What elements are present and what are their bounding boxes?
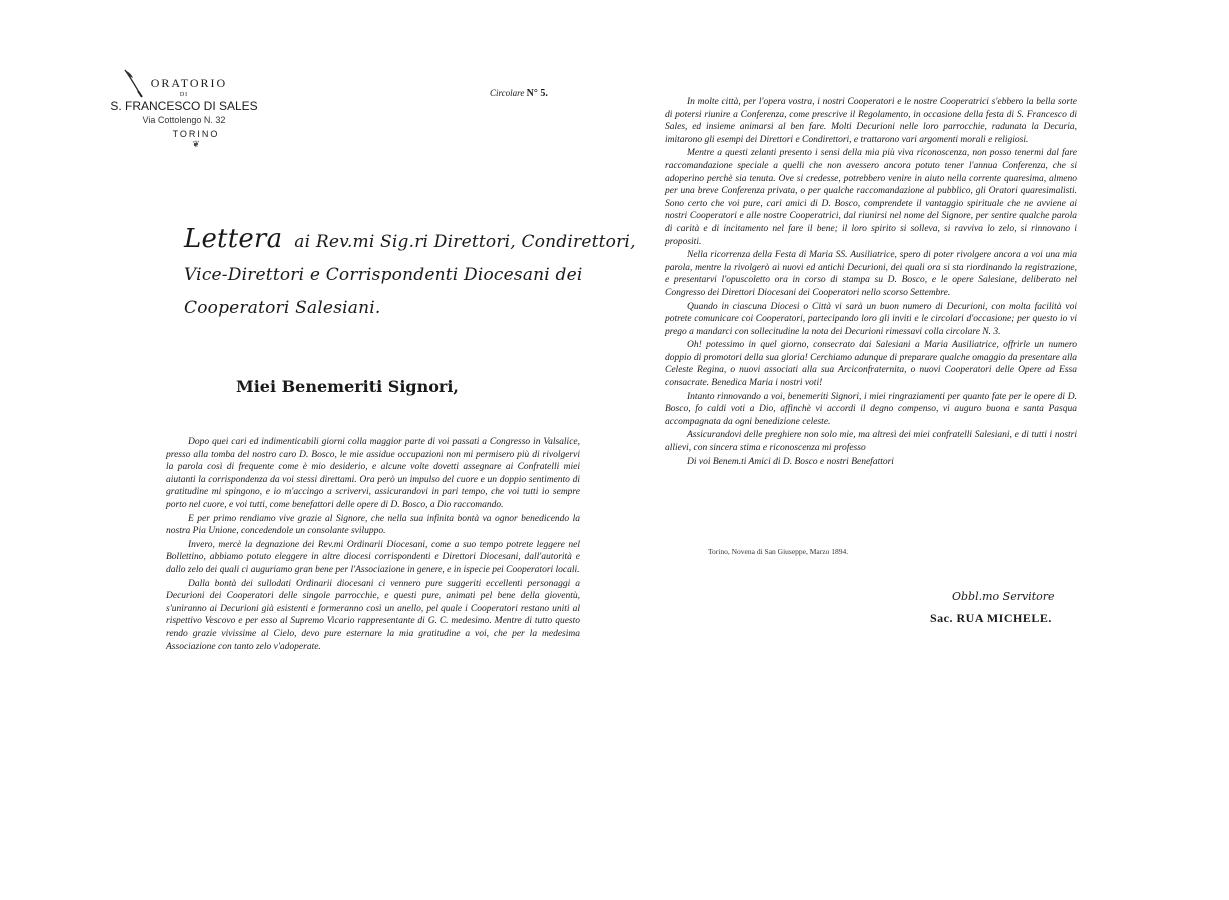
- paragraph: Nella ricorrenza della Festa di Maria SS. Ausiliatrice, spero di poter rivolgere ancora a voi una mia parola, mentre la rivolgerò ai nuovi ed antichi Decurioni, dei quali ora si sta riordinando la registrazione, e presentarvi l'opuscoletto ora in corso di stampa su D. Bosco, e le opere Salesiane, deliberato nel Congresso dei Direttori Diocesani dei Cooperatori nello scorso Settembre.: [665, 250, 1077, 298]
- letterhead-name: S. FRANCESCO DI SALES: [110, 99, 258, 113]
- dateline: Torino, Novena di San Giuseppe, Marzo 1894.: [708, 547, 849, 556]
- circolare-label: Circolare: [490, 88, 525, 98]
- paragraph: Mentre a questi zelanti presento i sensi della mia più viva riconoscenza, non posso tenermi dal fare raccomandazione speciale a quelli che non avessero ancora potuto tener l'annua Conferenza, che si adoperino perchè sia tenuta. Ove si credesse, potrebbero venire in aiuto nella corrente quaresima, almeno per una breve Conferenza privata, o per qualche raccomandazione al pubblico, gli Oratori quaresimalisti. Sono certo che voi pure, cari amici di D. Bosco, comprendete il vantaggio spirituale che ne avviene ai nostri Cooperatori e alle nostre Cooperatrici, dal riunirsi nel nome del Signore, per sentire qualche parola di carità e di incitamento nel fare il bene; il loro spirito si solleva, si ravviva lo zelo, si rinnovano i propositi.: [665, 148, 1077, 247]
- salutation: Miei Benemeriti Signori,: [236, 377, 459, 396]
- letterhead-di: DI: [179, 92, 189, 98]
- paragraph: Quando in ciascuna Diocesi o Città vi sarà un buon numero di Decurioni, con molta facilità voi potrete comunicare coi Cooperatori, partecipando loro gli inviti e le circolari d'occasione; per questo io vi prego a mandarci con sollecitudine la nota dei Decurioni rimessavi colla circolare N. 3.: [665, 301, 1077, 337]
- paragraph: Intanto rinnovando a voi, benemeriti Signori, i miei ringraziamenti per quanto fate per le opere di D. Bosco, fo caldi voti a Dio, affinchè vi accordi il degno compenso, vi auguro buona e santa Pasqua accompagnata da ogni benedizione celeste.: [665, 391, 1077, 427]
- closing-formula: Obbl.mo Servitore: [952, 590, 1055, 603]
- paragraph: Dalla bontà dei sullodati Ordinarii diocesani ci vennero pure suggeriti eccellenti personaggi a Decurioni dei Cooperatori delle singole parrocchie, e questi pure, animati pel bene della gioventù, s'uniranno ai Decurioni già esistenti e formeranno così un anello, pel quale i Cooperatori restano uniti al rispettivo Vescovo e per esso al Supremo Vicario rappresentante di G. C. medesimo. Mentre di tutto questo rendo grazie vivissime al Cielo, devo pure esternare la mia gratitudine a voi, che per la medesima Associazione con tanto zelo v'adoperate.: [166, 578, 580, 652]
- ornament-icon: ❦: [192, 139, 200, 149]
- title-line-1: [184, 223, 636, 259]
- title-lettera: Lettera: [184, 224, 283, 254]
- title-line-1-text: ai Rev.mi Sig.ri Direttori, Condirettori,: [294, 232, 636, 252]
- paragraph: Invero, mercè la degnazione dei Rev.mi Ordinarii Diocesani, come a suo tempo potrete leggere nel Bollettino, abbiamo potuto eleggere in altre diocesi corrispondenti e Direttori Diocesani, dall'autorità e dallo zelo dei quali ci auguriamo gran bene per l'Associazione in genere, e in ispecie pei Cooperatori locali.: [166, 539, 580, 575]
- title-line-2: Vice-Direttori e Corrispondenti Diocesani dei: [184, 265, 583, 285]
- right-body-text: [665, 96, 1077, 469]
- paragraph: Assicurandovi delle preghiere non solo mie, ma altresì dei miei confratelli Salesiani, e di tutti i nostri allievi, con sincera stima e riconoscenza mi professo: [665, 430, 1077, 454]
- paragraph: Dopo quei cari ed indimenticabili giorni colla maggior parte di voi passati a Congresso in Valsalice, presso alla tomba del nostro caro D. Bosco, le mie assidue occupazioni non mi permisero più di rivolgervi la parola così di frequente come è mio desiderio, e alcune volte dovetti assegnare ai Confratelli miei aiutanti la corrispondenza da voi stessi direttami. Ora però un impulso del cuore e un doppio sentimento di gratitudine mi spingono, e io m'accingo a scrivervi, assicurandovi in pari tempo, che voi tutti io sempre porto nel cuore, e voi tutti, come benefattori delle opere di D. Bosco, a Dio raccomando.: [166, 437, 580, 510]
- letter-title: [184, 223, 636, 325]
- letterhead-address: Via Cottolengo N. 32: [142, 115, 226, 125]
- signature: Sac. RUA MICHELE.: [930, 611, 1052, 625]
- circolare-num: N° 5.: [526, 88, 548, 99]
- right-page: [614, 0, 1229, 900]
- left-body-text: [166, 436, 580, 654]
- paragraph: Oh! potessimo in quel giorno, consecrato dai Salesiani a Maria Ausiliatrice, offrirle un numero doppio di promotori della sua gloria! Cerchiamo adunque di preparare qualche omaggio da presentare alla Celeste Regina, o nuovi associati alla sua Arciconfraternita, o nuovi Cooperatori delle Opere ad Essa consacrate. Benedica Maria i nostri voti!: [665, 340, 1077, 389]
- paragraph: In molte città, per l'opera vostra, i nostri Cooperatori e le nostre Cooperatrici s'ebbero la bella sorte di potersi riunire a Conferenza, come prescrive il Regolamento, in occasione della festa di S. Francesco di Sales, ed insieme animarsi al ben fare. Molti Decurioni nelle loro parrocchie, radunata la Decuria, imitarono gli esempi dei Direttori e Condirettori, e trattarono vari argomenti morali e religiosi.: [665, 97, 1077, 145]
- quill-icon: [122, 69, 144, 99]
- paragraph: E per primo rendiamo vive grazie al Signore, che nella sua infinita bontà va ognor benedicendo la nostra Pia Unione, concedendole un consolante sviluppo.: [166, 513, 580, 537]
- letterhead: [104, 76, 264, 150]
- letterhead-oratorio: ORATORIO: [150, 76, 228, 90]
- letterhead-city: TORINO: [172, 129, 220, 139]
- circolare-number: [490, 88, 548, 99]
- title-line-3: Cooperatori Salesiani.: [184, 298, 381, 318]
- paragraph: Di voi Benem.ti Amici di D. Bosco e nostri Benefattori: [687, 456, 894, 467]
